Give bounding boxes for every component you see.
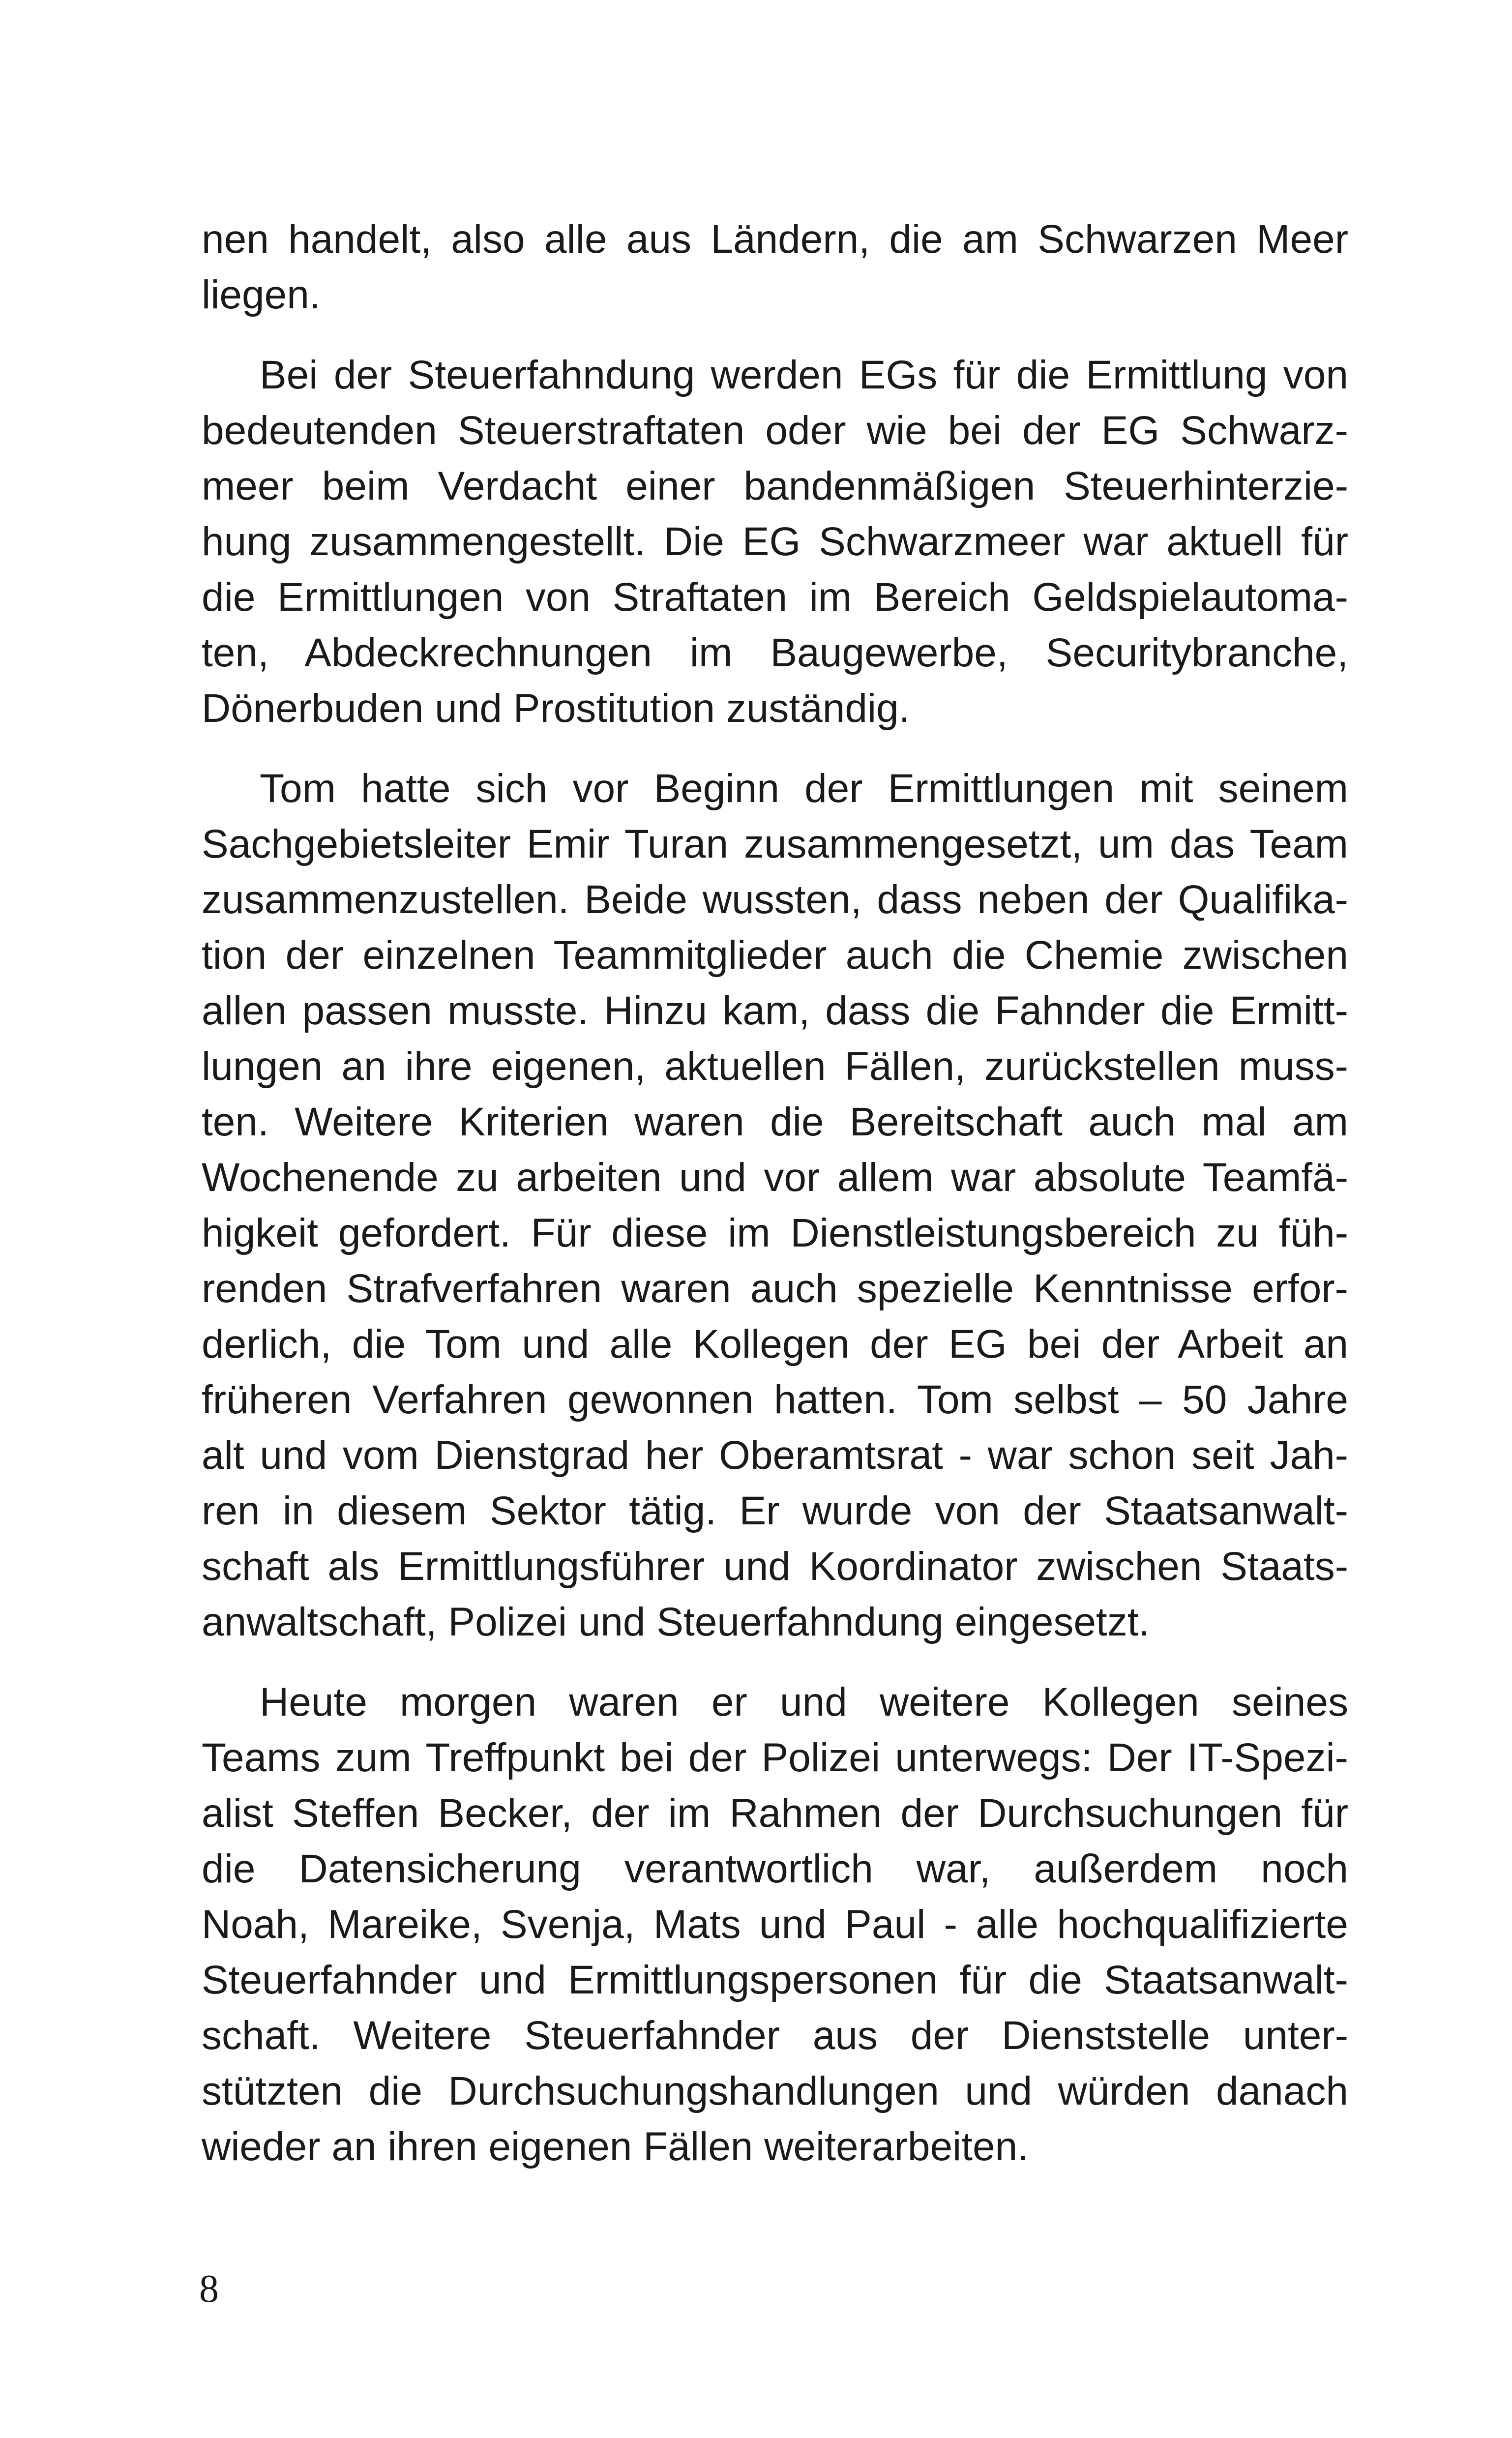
text-line: Wochenende zu arbeiten und vor allem war absolute Teamfä-	[202, 1155, 1348, 1200]
text-line: meer beim Verdacht einer bandenmäßigen Steuerhinterzie-	[202, 464, 1348, 508]
text-line: allen passen musste. Hinzu kam, dass die Fahnder die Ermitt-	[202, 988, 1348, 1033]
text-line: zusammenzustellen. Beide wussten, dass neben der Qualifika-	[202, 877, 1348, 922]
text-line: renden Strafverfahren waren auch spezielle Kenntnisse erfor-	[202, 1266, 1348, 1311]
text-line: higkeit gefordert. Für diese im Dienstleistungsbereich zu füh-	[202, 1211, 1348, 1255]
text-line: alist Steffen Becker, der im Rahmen der Durchsuchungen für	[202, 1791, 1348, 1836]
paragraph	[202, 347, 1348, 736]
text-line: schaft. Weitere Steuerfahnder aus der Dienststelle unter-	[202, 2013, 1348, 2058]
text-line: schaft als Ermittlungsführer und Koordinator zwischen Staats-	[202, 1544, 1348, 1589]
text-line: nen handelt, also alle aus Ländern, die am Schwarzen Meer	[202, 217, 1348, 262]
text-line: Dönerbuden und Prostitution zuständig.	[202, 686, 910, 731]
text-line: ten, Abdeckrechnungen im Baugewerbe, Securitybranche,	[202, 630, 1348, 675]
text-line: alt und vom Dienstgrad her Oberamtsrat - war schon seit Jah-	[202, 1433, 1348, 1478]
text-line: hung zusammengestellt. Die EG Schwarzmeer war aktuell für	[202, 519, 1348, 564]
text-line: derlich, die Tom und alle Kollegen der EG bei der Arbeit an	[202, 1322, 1348, 1367]
text-line: ren in diesem Sektor tätig. Er wurde von der Staatsanwalt-	[202, 1488, 1348, 1533]
text-line: Steuerfahnder und Ermittlungspersonen für die Staatsanwalt-	[202, 1958, 1348, 2002]
text-line: bedeutenden Steuerstraftaten oder wie bei der EG Schwarz-	[202, 408, 1348, 453]
text-line: die Datensicherung verantwortlich war, außerdem noch	[202, 1846, 1348, 1891]
text-line: liegen.	[202, 272, 321, 317]
text-line: früheren Verfahren gewonnen hatten. Tom selbst – 50 Jahre	[202, 1377, 1348, 1422]
text-line: Bei der Steuerfahndung werden EGs für die Ermittlung von	[260, 353, 1348, 397]
paragraph	[202, 211, 1348, 323]
paragraph	[202, 1674, 1348, 2174]
text-line: Noah, Mareike, Svenja, Mats und Paul - alle hochqualifizierte	[202, 1902, 1348, 1947]
text-line: Heute morgen waren er und weitere Kollegen seines	[260, 1680, 1348, 1724]
text-line: anwaltschaft, Polizei und Steuerfahndung eingesetzt.	[202, 1600, 1150, 1644]
page-number: 8	[199, 2267, 219, 2311]
paragraph	[202, 761, 1348, 1650]
body-text	[202, 211, 1348, 2199]
text-line: stützten die Durchsuchungshandlungen und würden danach	[202, 2069, 1348, 2113]
text-line: tion der einzelnen Teammitglieder auch die Chemie zwischen	[202, 933, 1348, 978]
text-line: ten. Weitere Kriterien waren die Bereitschaft auch mal am	[202, 1100, 1348, 1144]
text-line: Teams zum Treffpunkt bei der Polizei unterwegs: Der IT-Spezi-	[202, 1735, 1348, 1780]
text-line: die Ermittlungen von Straftaten im Bereich Geldspielautoma-	[202, 575, 1348, 620]
text-line: Sachgebietsleiter Emir Turan zusammengesetzt, um das Team	[202, 822, 1348, 866]
text-line: lungen an ihre eigenen, aktuellen Fällen, zurückstellen muss-	[202, 1044, 1348, 1089]
text-line: Tom hatte sich vor Beginn der Ermittlungen mit seinem	[260, 766, 1348, 811]
text-line: wieder an ihren eigenen Fällen weiterarbeiten.	[202, 2124, 1029, 2169]
